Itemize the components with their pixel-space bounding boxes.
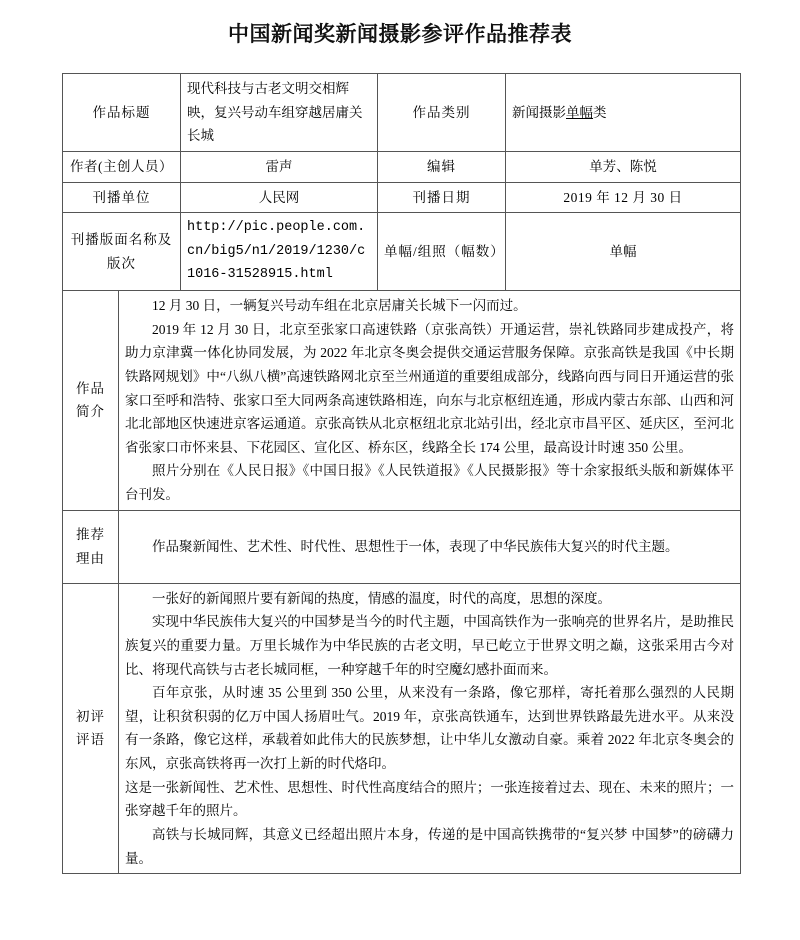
recommendation-label-line1: 推荐: [76, 527, 105, 542]
single-or-group-label: 单幅/组照（幅数）: [378, 213, 506, 291]
review-body: [119, 583, 741, 874]
editor-value: 单芳、陈悦: [506, 151, 741, 182]
page-title: 中国新闻奖新闻摄影参评作品推荐表: [228, 22, 572, 46]
single-or-group-value: 单幅: [506, 213, 741, 291]
table-row-page-info: [63, 213, 741, 291]
review-paragraph: 百年京张，从时速 35 公里到 350 公里，从来没有一条路，像它那样，寄托着那么强烈的人民期望，让积贫积弱的亿万中国人扬眉吐气。2019 年，京张高铁通车，达到世界铁路最先进水平。从来没有一条路，像它这样，承载着如此伟大的民族梦想，让中华儿女激动自豪。乘着 2022 年北京冬奥会的东风，京张高铁将再一次打上新的时代烙印。: [125, 685, 734, 771]
recommendation-paragraph: 作品聚新闻性、艺术性、时代性、思想性于一体，表现了中华民族伟大复兴的时代主题。: [152, 538, 679, 554]
recommendation-label-line2: 理由: [76, 550, 105, 566]
category-value: [506, 74, 741, 152]
publisher-label: 刊播单位: [63, 182, 181, 213]
summary-label: [63, 291, 119, 511]
editor-label: 编辑: [378, 151, 506, 182]
publisher-value: 人民网: [181, 182, 378, 213]
author-value: 雷声: [181, 151, 378, 182]
publish-date-label: 刊播日期: [378, 182, 506, 213]
table-row-author: [63, 151, 741, 182]
table-row-summary: [63, 291, 741, 511]
category-suffix: 类: [593, 104, 607, 120]
review-label: [63, 583, 119, 874]
category-underlined: 单幅: [566, 104, 593, 120]
summary-paragraph: 2019 年 12 月 30 日，北京至张家口高速铁路（京张高铁）开通运营，崇礼铁路同步建成投产，将助力京津冀一体化协同发展，为 2022 年北京冬奥会提供交通运营服务保障。京张高铁是我国《中长期铁路网规划》中“八纵八横”高速铁路网北京至兰州通道的重要组成部分，线路向西与同日开通运营的张家口至呼和浩特、张家口至大同两条高速铁路相连，向东与北京枢纽连通，形成内蒙古东部、山西和河北北部地区快速进京客运通道。京张高铁从北京枢纽北京北站引出，经北京市昌平区、延庆区，至河北省张家口市怀来县、下花园区、宣化区、桥东区，线路全长 174 公里，最高设计时速 350 公里。: [125, 321, 734, 455]
category-prefix: 新闻摄影: [512, 104, 566, 120]
review-label-line2: 评语: [76, 732, 105, 748]
table-row-publisher: [63, 182, 741, 213]
table-row-review: [63, 583, 741, 874]
recommendation-form-table: [62, 73, 741, 874]
review-paragraph: 一张好的新闻照片要有新闻的热度，情感的温度，时代的高度，思想的深度。: [152, 590, 611, 606]
work-title-value: 现代科技与古老文明交相辉映，复兴号动车组穿越居庸关长城: [181, 74, 378, 152]
recommendation-label: [63, 510, 119, 583]
review-paragraph: 这是一张新闻性、艺术性、思想性、时代性高度结合的照片；一张连接着过去、现在、未来的照片；一张穿越千年的照片。: [125, 779, 734, 819]
review-paragraph: 高铁与长城同辉，其意义已经超出照片本身，传递的是中国高铁携带的“复兴梦 中国梦”的磅礴力量。: [125, 826, 734, 866]
summary-paragraph: 照片分别在《人民日报》《中国日报》《人民铁道报》《人民摄影报》等十余家报纸头版和新媒体平台刊发。: [125, 463, 734, 502]
summary-label-line2: 简介: [76, 404, 105, 420]
summary-body: [119, 291, 741, 511]
publish-date-value: 2019 年 12 月 30 日: [506, 182, 741, 213]
review-paragraph: 实现中华民族伟大复兴的中国梦是当今的时代主题，中国高铁作为一张响亮的世界名片，是助推民族复兴的重要力量。万里长城作为中华民族的古老文明，早已屹立于世界文明之巅，这张采用古今对比、将现代高铁与古老长城同框，一种穿越千年的时空魔幻感扑面而来。: [125, 614, 734, 677]
page-info-value: http://pic.people.com.cn/big5/n1/2019/1230/c1016-31528915.html: [181, 213, 378, 291]
page-info-label: 刊播版面名称及版次: [63, 213, 181, 291]
review-label-line1: 初评: [76, 708, 105, 724]
summary-paragraph: 12 月 30 日，一辆复兴号动车组在北京居庸关长城下一闪而过。: [152, 298, 527, 313]
recommendation-body: [119, 510, 741, 583]
category-label: 作品类别: [378, 74, 506, 152]
summary-label-line1: 作品: [76, 380, 105, 396]
table-row-recommendation: [63, 510, 741, 583]
author-label: 作者(主创人员）: [63, 151, 181, 182]
work-title-label: 作品标题: [63, 74, 181, 152]
table-row-work-title: [63, 74, 741, 152]
